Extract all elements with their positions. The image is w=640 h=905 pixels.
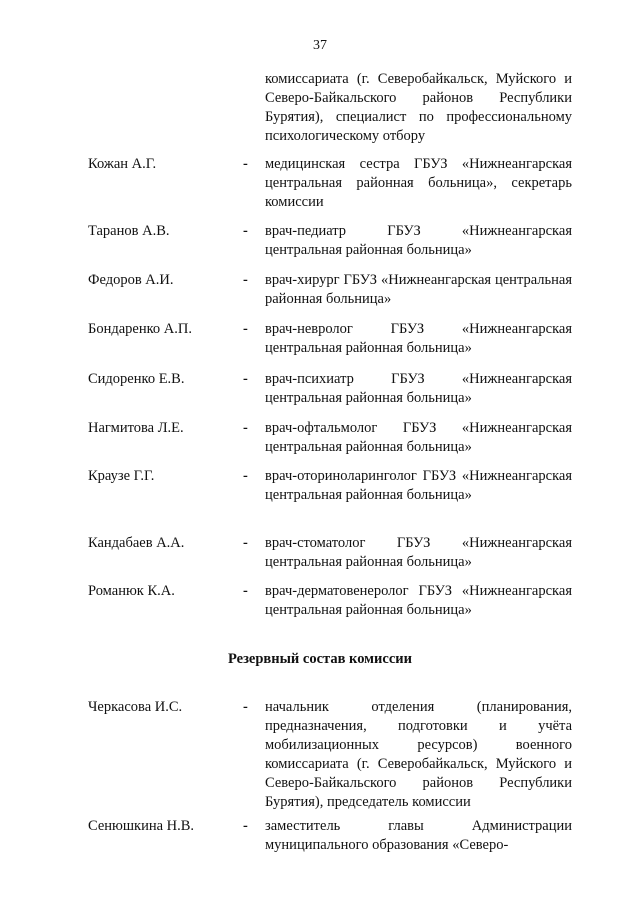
page-number: 37 — [313, 38, 327, 53]
member-dash: - — [243, 468, 248, 484]
member-dash: - — [243, 321, 248, 337]
member-dash: - — [243, 272, 248, 288]
member-role: врач-хирург ГБУЗ «Нижнеангарская центральная районная больница» — [265, 272, 572, 307]
reserve-section-title: Резервный состав комиссии — [228, 651, 412, 667]
member-name: Романюк К.А. — [88, 583, 175, 599]
member-name: Бондаренко А.П. — [88, 321, 192, 337]
member-role: врач-оториноларинголог ГБУЗ «Нижнеангарская центральная районная больница» — [265, 468, 572, 503]
member-name: Кожан А.Г. — [88, 156, 157, 172]
member-name: Краузе Г.Г. — [88, 468, 155, 484]
member-role: врач-дерматовенеролог ГБУЗ «Нижнеангарская центральная районная больница» — [265, 583, 572, 618]
member-dash: - — [243, 699, 248, 715]
member-name: Сенюшкина Н.В. — [88, 818, 195, 834]
member-name: Таранов А.В. — [88, 223, 170, 239]
member-role: врач-невролог ГБУЗ «Нижнеангарская центральная районная больница» — [265, 321, 572, 356]
member-role: врач-офтальмолог ГБУЗ «Нижнеангарская центральная районная больница» — [265, 420, 572, 455]
member-name: Федоров А.И. — [88, 272, 174, 288]
member-dash: - — [243, 535, 248, 551]
member-dash: - — [243, 223, 248, 239]
member-dash: - — [243, 818, 248, 834]
member-role: медицинская сестра ГБУЗ «Нижнеангарская центральная районная больница», секретарь комиссии — [265, 156, 572, 210]
member-dash: - — [243, 156, 248, 172]
member-role: врач-психиатр ГБУЗ «Нижнеангарская центральная районная больница» — [265, 371, 572, 406]
member-role: врач-педиатр ГБУЗ «Нижнеангарская центральная районная больница» — [265, 223, 572, 258]
member-role: врач-стоматолог ГБУЗ «Нижнеангарская центральная районная больница» — [265, 535, 572, 570]
member-name: Черкасова И.С. — [88, 699, 183, 715]
member-name: Сидоренко Е.В. — [88, 371, 185, 387]
member-dash: - — [243, 583, 248, 599]
member-role: начальник отделения (планирования, предназначения, подготовки и учёта мобилизационных ресурсов) военного комиссариата (г. Северобайкальск, Муйского и Северо-Байкальского районов Республики Бурятия), председатель комиссии — [265, 699, 572, 810]
member-name: Кандабаев А.А. — [88, 535, 185, 551]
member-dash: - — [243, 371, 248, 387]
member-name: Нагмитова Л.Е. — [88, 420, 184, 436]
member-dash: - — [243, 420, 248, 436]
continuation-text: комиссариата (г. Северобайкальск, Муйского и Северо-Байкальского районов Республики Бурятия), специалист по профессиональному психологическому отбору — [265, 71, 572, 144]
member-role: заместитель главы Администрации муниципального образования «Северо- — [265, 818, 572, 853]
